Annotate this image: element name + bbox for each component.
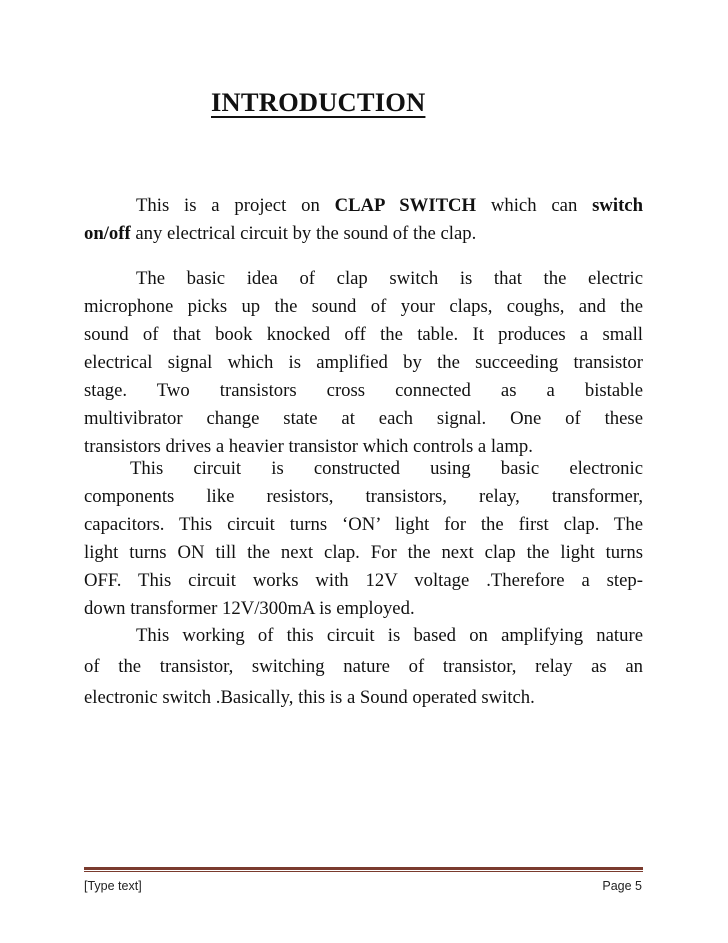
bold-term: CLAP SWITCH [334,195,477,216]
paragraph-line: capacitors. This circuit turns ‘ON’ light for the first clap. The [84,514,643,535]
paragraph-line: electrical signal which is amplified by the succeeding transistor [84,352,643,373]
paragraph-line: on/off any electrical circuit by the sound of the clap. [84,223,477,244]
paragraph-line: stage. Two transistors cross connected as a bistable [84,380,643,401]
paragraph-line: transistors drives a heavier transistor which controls a lamp. [84,436,533,457]
footer-divider [84,867,643,870]
paragraph-line: The basic idea of clap switch is that the electric [136,268,643,289]
paragraph-line: electronic switch .Basically, this is a Sound operated switch. [84,687,535,708]
paragraph-1 [84,192,643,248]
paragraph-line: multivibrator change state at each signal. One of these [84,408,643,429]
paragraph-line: This is a project on CLAP SWITCH which can switch [136,195,643,216]
paragraph-line: microphone picks up the sound of your claps, coughs, and the [84,296,643,317]
paragraph-4 [84,620,643,713]
paragraph-3 [84,455,643,623]
paragraph-line: down transformer 12V/300mA is employed. [84,598,415,619]
paragraph-line: sound of that book knocked off the table. It produces a small [84,324,643,345]
paragraph-line: components like resistors, transistors, relay, transformer, [84,486,643,507]
footer-placeholder-text: [Type text] [84,879,142,893]
paragraph-line: light turns ON till the next clap. For the next clap the light turns [84,542,643,563]
footer-divider-thin [84,871,643,872]
paragraph-2 [84,265,643,461]
bold-term: switch [592,195,643,216]
paragraph-line: This working of this circuit is based on amplifying nature [136,625,643,646]
paragraph-line: of the transistor, switching nature of transistor, relay as an [84,656,643,677]
bold-term: on/off [84,223,131,244]
paragraph-line: This circuit is constructed using basic electronic [130,458,643,479]
paragraph-line: OFF. This circuit works with 12V voltage .Therefore a step- [84,570,643,591]
page-title: INTRODUCTION [211,87,426,117]
page-number: Page 5 [602,879,642,893]
